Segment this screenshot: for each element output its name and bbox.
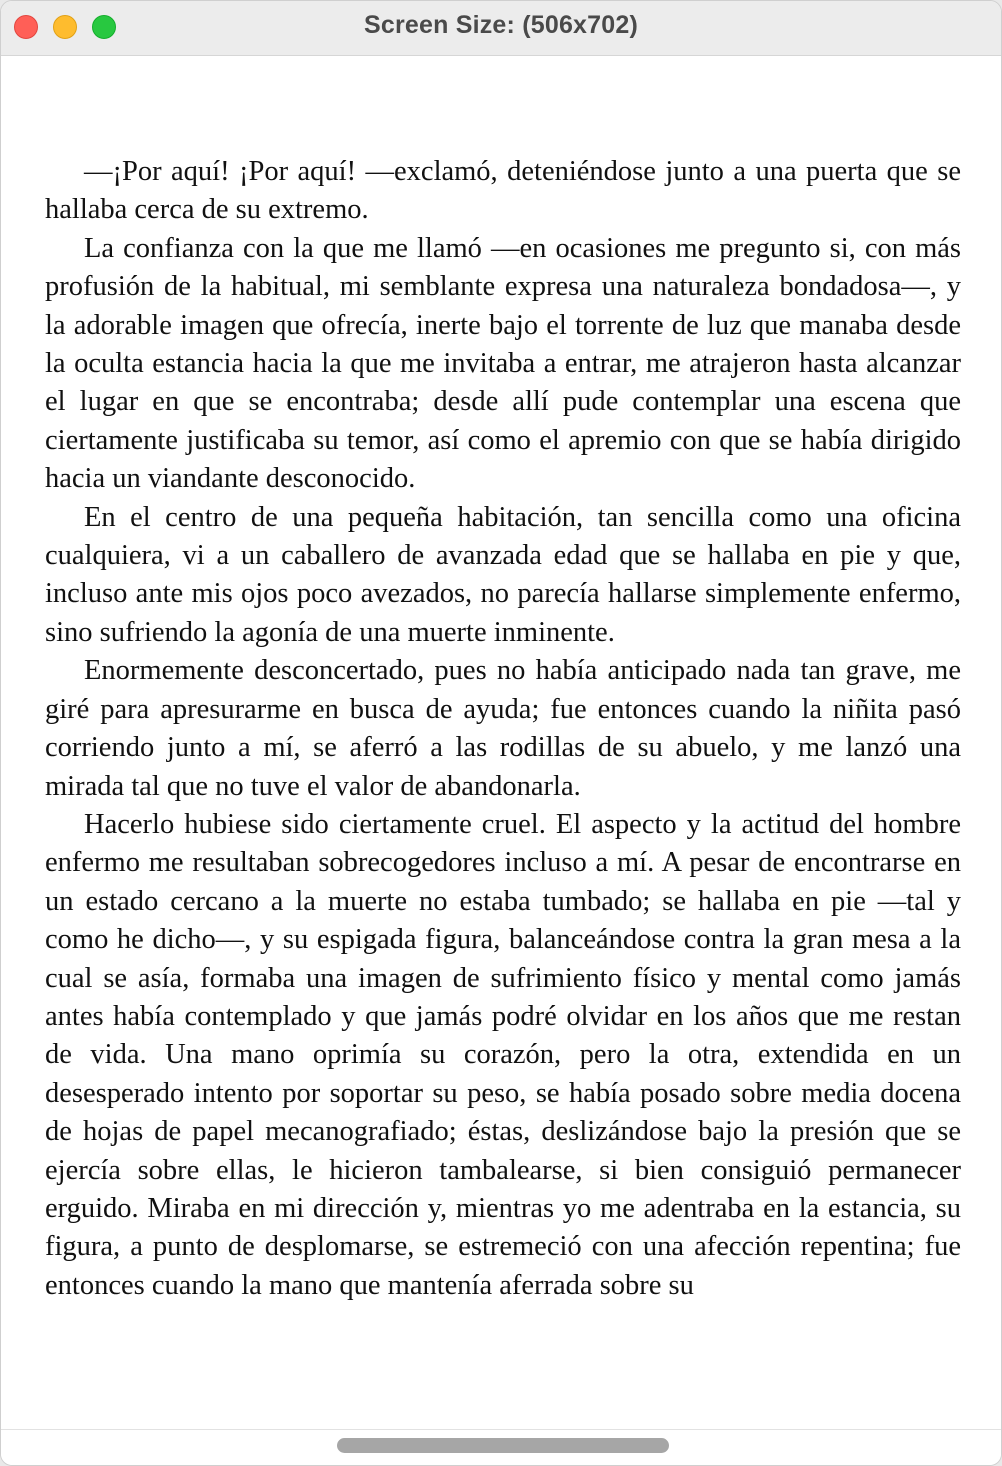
document-text [45,153,961,1305]
paragraph: La confianza con la que me llamó —en ocasiones me pregunto si, con más profusión de la habitual, mi semblante expresa una naturaleza bondadosa—, y la adorable imagen que ofrecía, inerte bajo el torrente de luz que manaba desde la oculta estancia hacia la que me invitaba a entrar, me atrajeron hasta alcanzar el lugar en que se encontraba; desde allí pude contemplar una escena que ciertamente justificaba su temor, así como el apremio con que se había dirigido hacia un viandante desconocido. [45,232,961,495]
window-title: Screen Size: (506x702) [363,11,638,39]
title-bar[interactable] [1,1,1001,56]
paragraph: En el centro de una pequeña habitación, tan sencilla como una oficina cualquiera, vi a un caballero de avanzada edad que se hallaba en pie y que, incluso ante mis ojos poco avezados, no parecía hallarse simplemente enfermo, sino sufriendo la agonía de una muerte inminente. [45,501,961,648]
paragraph: —¡Por aquí! ¡Por aquí! —exclamó, deteniéndose junto a una puerta que se hallaba cerca de su extremo. [45,156,961,226]
horizontal-scrollbar-thumb[interactable] [337,1438,669,1453]
paragraph: Hacerlo hubiese sido ciertamente cruel. El aspecto y la actitud del hombre enfermo me resultaban sobrecogedores incluso a mí. A pesar de encontrarse en un estado cercano a la muerte no estaba tumbado; se hallaba en pie —tal y como he dicho—, y su espigada figura, balanceándose contra la gran mesa a la cual se asía, formaba una imagen de sufrimiento físico y mental como jamás antes había contemplado y que jamás podré olvidar en los años que me restan de vida. Una mano oprimía su corazón, pero la otra, extendida en un desesperado intento por soportar su peso, se había posado sobre media docena de hojas de papel mecanografiado; éstas, deslizándose bajo la presión que se ejercía sobre ellas, le hicieron tambalearse, si bien consiguió permanecer erguido. Miraba en mi dirección y, mientras yo me adentraba en la estancia, su figura, a punto de desplomarse, se estremeció con una afección repentina; fue entonces cuando la mano que mantenía aferrada sobre su [45,808,961,1301]
paragraph: Enormemente desconcertado, pues no había anticipado nada tan grave, me giré para apresurarme en busca de ayuda; fue entonces cuando la niñita pasó corriendo junto a mí, se aferró a las rodillas de su abuelo, y me lanzó una mirada tal que no tuve el valor de abandonarla. [45,655,961,802]
reader-content[interactable] [1,56,1001,1428]
bottom-scroll-area [1,1429,1001,1466]
